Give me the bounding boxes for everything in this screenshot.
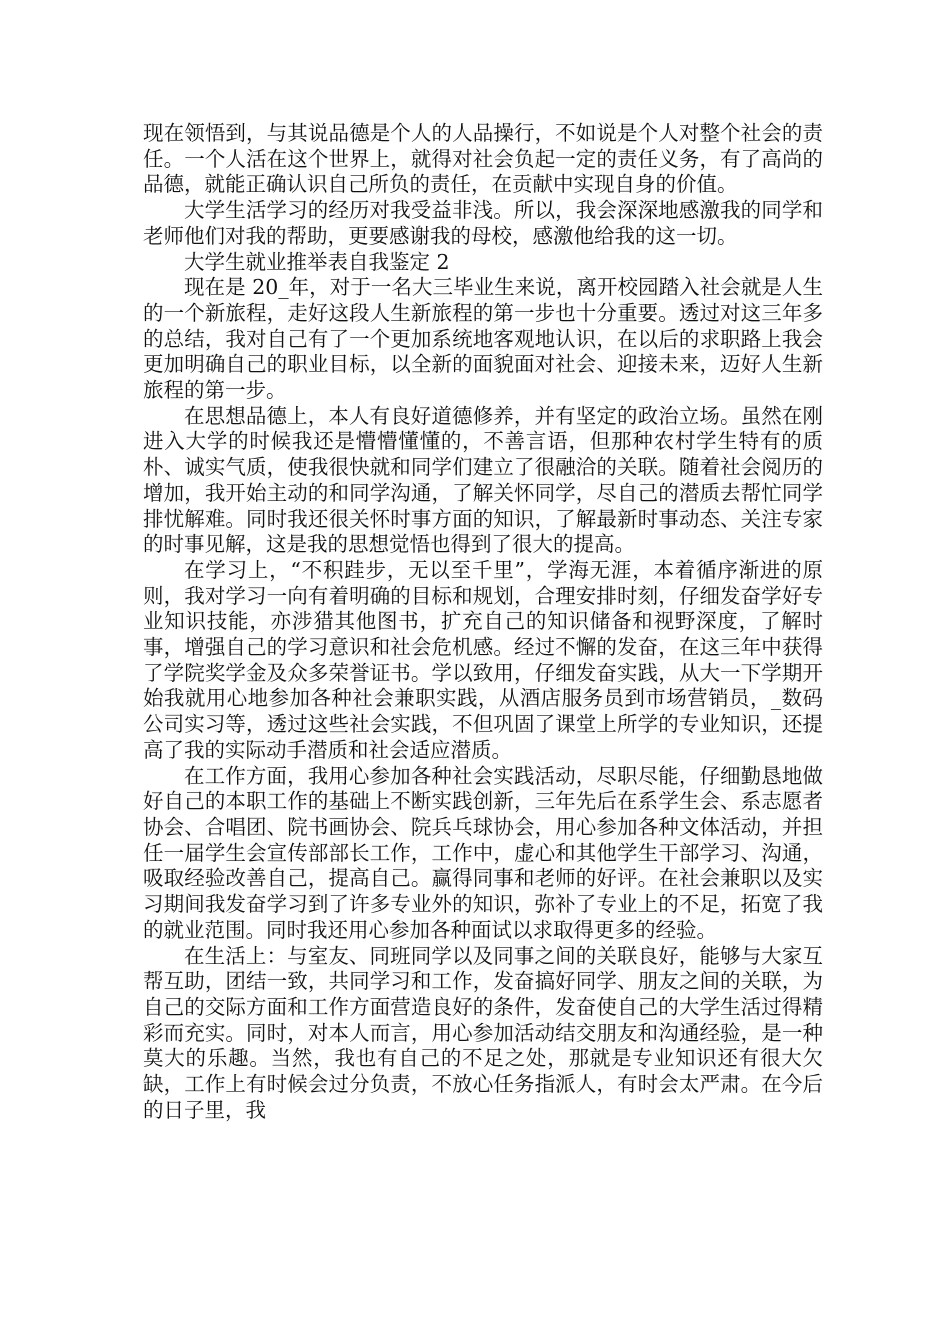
- paragraph-5: 在学习上，“不积跬步，无以至千里”，学海无涯，本着循序渐进的原则，我对学习一向有着明确的目标和规划，合理安排时刻，仔细发奋学好专业知识技能，亦涉猎其他图书，扩充自己的知识储备和视野深度，了解时事，增强自己的学习意识和社会危机感。经过不懈的发奋，在这三年中获得了学院奖学金及众多荣誉证书。学以致用，仔细发奋实践，从大一下学期开始我就用心地参加各种社会兼职实践，从酒店服务员到市场营销员，_数码公司实习等，透过这些社会实践，不但巩固了课堂上所学的专业知识，还提高了我的实际动手潜质和社会适应潜质。: [143, 557, 823, 762]
- paragraph-7: 在生活上：与室友、同班同学以及同事之间的关联良好，能够与大家互帮互助，团结一致，共同学习和工作，发奋搞好同学、朋友之间的关联，为自己的交际方面和工作方面营造良好的条件，发奋使自己的大学生活过得精彩而充实。同时，对本人而言，用心参加活动结交朋友和沟通经验，是一种莫大的乐趣。当然，我也有自己的不足之处，那就是专业知识还有很大欠缺，工作上有时候会过分负责，不放心任务指派人，有时会太严肃。在今后的日子里，我: [143, 943, 823, 1122]
- paragraph-6: 在工作方面，我用心参加各种社会实践活动，尽职尽能，仔细勤恳地做好自己的本职工作的基础上不断实践创新，三年先后在系学生会、系志愿者协会、合唱团、院书画协会、院兵乓球协会，用心参加各种文体活动，并担任一届学生会宣传部部长工作，工作中，虚心和其他学生干部学习、沟通，吸取经验改善自己，提高自己。赢得同事和老师的好评。在社会兼职以及实习期间我发奋学习到了许多专业外的知识，弥补了专业上的不足，拓宽了我的就业范围。同时我还用心参加各种面试以求取得更多的经验。: [143, 763, 823, 942]
- document-body: [143, 121, 823, 1123]
- paragraph-2: 大学生活学习的经历对我受益非浅。所以，我会深深地感激我的同学和老师他们对我的帮助，更要感谢我的母校，感激他给我的这一切。: [143, 198, 823, 248]
- paragraph-3: 现在是 20_年，对于一名大三毕业生来说，离开校园踏入社会就是人生的一个新旅程，走好这段人生新旅程的第一步也十分重要。透过对这三年多的总结，我对自己有了一个更加系统地客观地认识，在以后的求职路上我会更加明确自己的职业目标，以全新的面貌面对社会、迎接未来，迈好人生新旅程的第一步。: [143, 275, 823, 403]
- paragraph-1: 现在领悟到，与其说品德是个人的人品操行，不如说是个人对整个社会的责任。一个人活在这个世界上，就得对社会负起一定的责任义务，有了高尚的品德，就能正确认识自己所负的责任，在贡献中实现自身的价值。: [143, 121, 823, 197]
- paragraph-4: 在思想品德上，本人有良好道德修养，并有坚定的政治立场。虽然在刚进入大学的时候我还是懵懵懂懂的，不善言语，但那种农村学生特有的质朴、诚实气质，使我很快就和同学们建立了很融洽的关联。随着社会阅历的增加，我开始主动的和同学沟通，了解关怀同学，尽自己的潜质去帮忙同学排忧解难。同时我还很关怀时事方面的知识，了解最新时事动态、关注专家的时事见解，这是我的思想觉悟也得到了很大的提高。: [143, 403, 823, 557]
- section-heading: 大学生就业推举表自我鉴定 2: [184, 249, 450, 274]
